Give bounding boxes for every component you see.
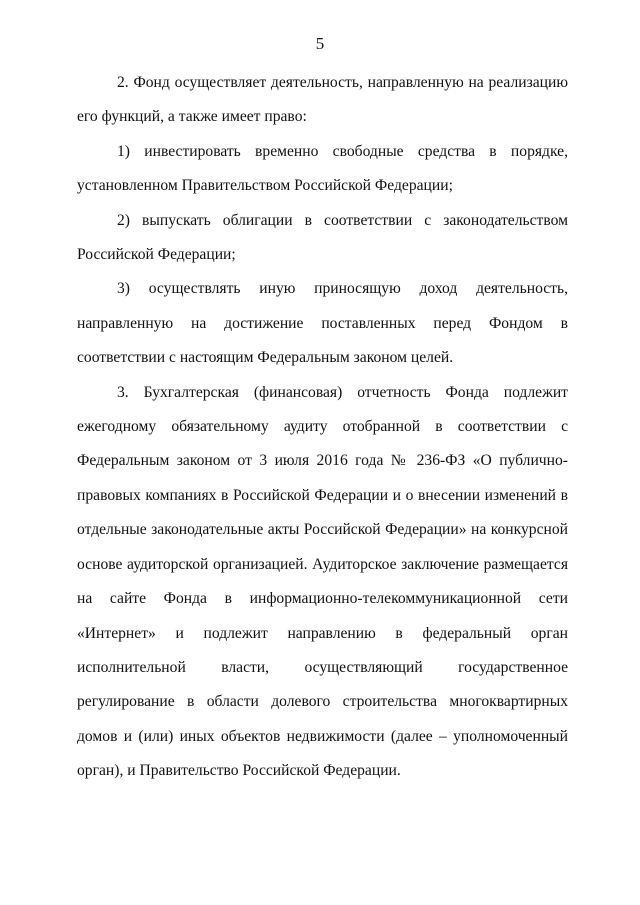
page-number: 5 [315,34,325,53]
list-item-2: 2) выпускать облигации в соответствии с законодательством Российской Федерации; [77,211,568,264]
paragraph-clause-2: 2. Фонд осуществляет деятельность, направленную на реализацию его функций, а также имеет право: [77,74,568,126]
document-body [77,66,568,789]
list-item-3: 3) осуществлять иную приносящую доход деятельность, направленную на достижение поставленных перед Фондом в соответствии с настоящим Федеральным законом целей. [77,280,568,367]
paragraph-clause-3: 3. Бухгалтерская (финансовая) отчетность Фонда подлежит ежегодному обязательному аудиту отобранной в соответствии с Федеральным законом от 3 июля 2016 года № 236-ФЗ «О публично-правовых компаниях в Российской Федерации и о внесении изменений в отдельные законодательные акты Российской Федерации» на конкурсной основе аудиторской организацией. Аудиторское заключение размещается на сайте Фонда в информационно-телекоммуникационной сети «Интернет» и подлежит направлению в федеральный орган исполнительной власти, осуществляющий государственное регулирование в области долевого строительства многоквартирных домов и (или) иных объектов недвижимости (далее – уполномоченный орган), и Правительство Российской Федерации. [77,383,568,780]
list-item-1: 1) инвестировать временно свободные средства в порядке, установленном Правительством Российской Федерации; [77,142,568,195]
